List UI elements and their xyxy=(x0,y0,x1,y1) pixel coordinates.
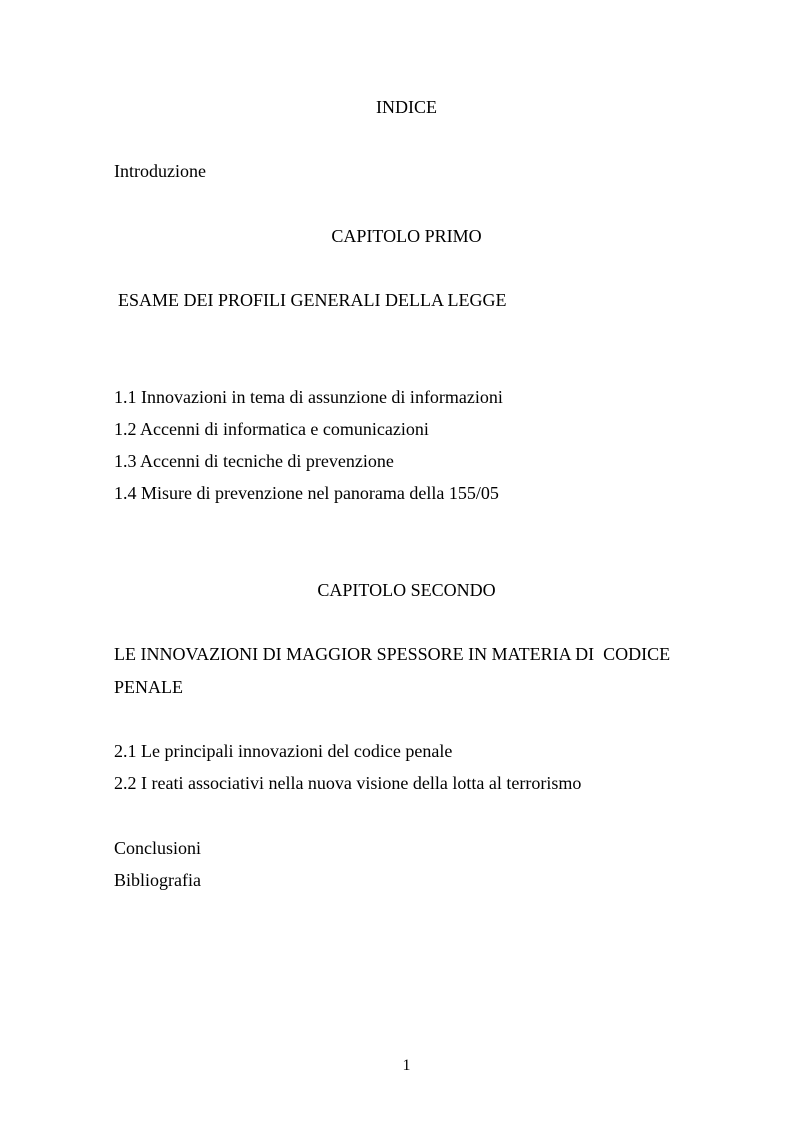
intro-entry: Introduzione xyxy=(114,161,206,181)
toc-entry-1-4: 1.4 Misure di prevenzione nel panorama della 155/05 xyxy=(114,483,499,503)
toc-entry-1-1: 1.1 Innovazioni in tema di assunzione di informazioni xyxy=(114,387,503,407)
toc-entry-1-3: 1.3 Accenni di tecniche di prevenzione xyxy=(114,451,394,471)
index-title: INDICE xyxy=(376,97,437,117)
chapter1-subtitle: ESAME DEI PROFILI GENERALI DELLA LEGGE xyxy=(118,290,507,310)
page-number: 1 xyxy=(402,1057,411,1074)
chapter2-subtitle-line1: LE INNOVAZIONI DI MAGGIOR SPESSORE IN MATERIA DI CODICE xyxy=(114,644,671,664)
chapter2-subtitle-line2: PENALE xyxy=(114,677,183,697)
bibliography-entry: Bibliografia xyxy=(114,870,201,890)
toc-entry-2-2: 2.2 I reati associativi nella nuova visione della lotta al terrorismo xyxy=(114,773,582,793)
conclusions-entry: Conclusioni xyxy=(114,838,202,858)
toc-entry-1-2: 1.2 Accenni di informatica e comunicazioni xyxy=(114,419,429,439)
chapter1-heading: CAPITOLO PRIMO xyxy=(331,226,482,246)
toc-entry-2-1: 2.1 Le principali innovazioni del codice penale xyxy=(114,741,453,761)
chapter2-heading: CAPITOLO SECONDO xyxy=(317,580,496,600)
